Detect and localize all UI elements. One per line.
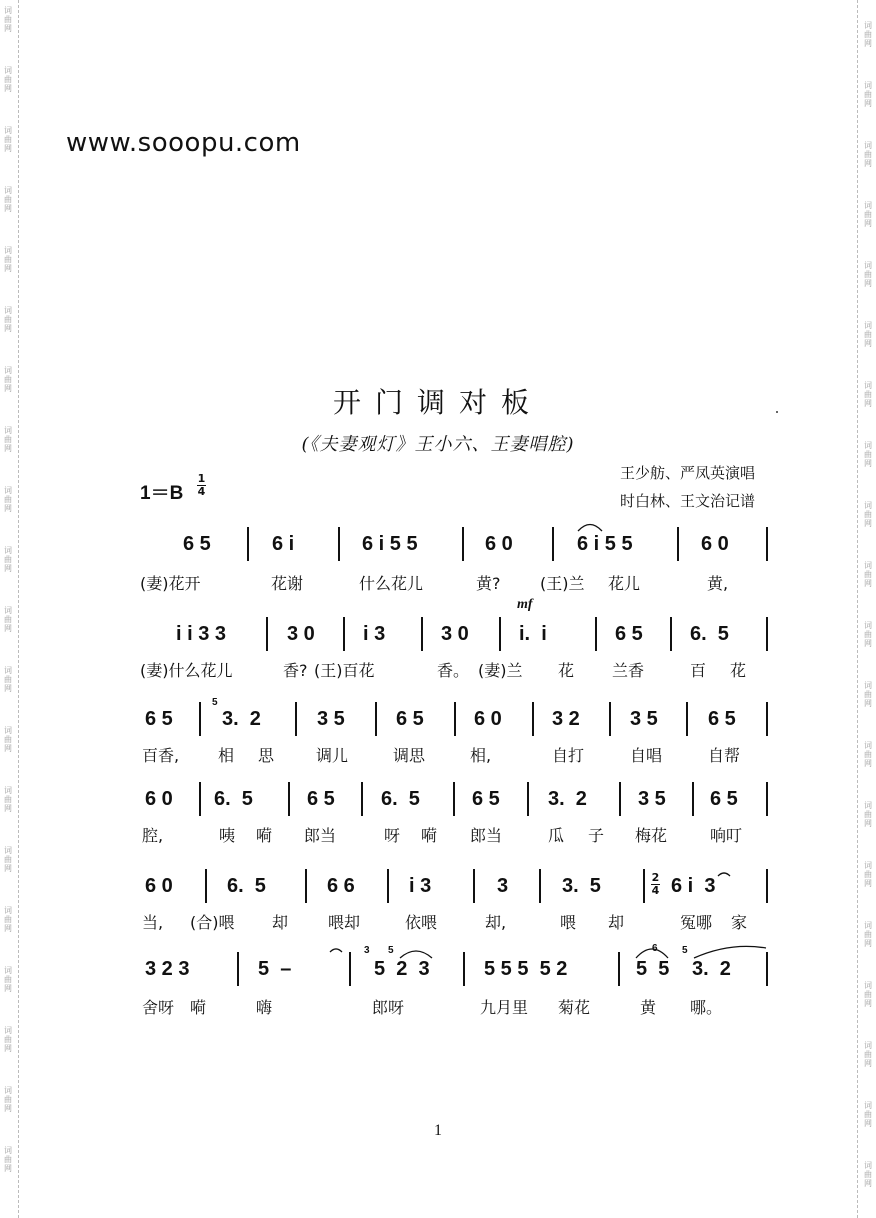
lyric: 自打 — [552, 746, 585, 765]
grace-note: 5 — [682, 945, 688, 956]
measure-notes: 6 0 — [474, 708, 502, 730]
watermark-text: 词 曲 网 — [864, 501, 872, 528]
watermark-text: 词 曲 网 — [4, 246, 12, 273]
lyric: 黄 — [640, 998, 657, 1017]
lyric: 花儿 — [608, 574, 641, 593]
measure-notes: 6 i 3 — [671, 875, 716, 897]
lyric: (妻)兰 — [478, 661, 523, 680]
watermark-text: 词 曲 网 — [4, 126, 12, 153]
lyric: 相, — [470, 746, 492, 765]
subtitle: (《夫妻观灯》王小六、王妻唱腔) — [301, 434, 575, 455]
measure-notes: 6 5 — [145, 708, 173, 730]
lyric: 百 — [690, 661, 707, 680]
lyric: 依喂 — [405, 913, 438, 932]
lyric: (妻)花开 — [140, 574, 201, 593]
lyric: 黄, — [707, 574, 729, 593]
lyric: 什么花儿 — [359, 574, 424, 593]
watermark-text: 词 曲 网 — [4, 1026, 12, 1053]
measure-notes: 6. 5 — [381, 788, 420, 810]
watermark-text: 词 曲 网 — [864, 1161, 872, 1188]
measure-notes: 6. 5 — [690, 623, 729, 645]
lyric: 调儿 — [316, 746, 349, 765]
measure-notes: 6 5 — [307, 788, 335, 810]
measure-notes: 6 0 — [145, 788, 173, 810]
measure-notes: 6. 5 — [214, 788, 253, 810]
grace-note: 6 — [652, 943, 658, 954]
measure-notes: 3 2 3 — [145, 958, 190, 980]
watermark-text: 词 曲 网 — [864, 81, 872, 108]
lyric: 九月里 — [480, 998, 529, 1017]
measure-notes: 6 5 — [472, 788, 500, 810]
measure-notes: 6. 5 — [227, 875, 266, 897]
grace-note: 3 — [364, 945, 370, 956]
measure-notes: 6 i 5 5 — [362, 533, 418, 555]
watermark-text: 词 曲 网 — [864, 1101, 872, 1128]
page-title: 开门调对板 — [332, 386, 543, 419]
watermark-text: 词 曲 网 — [864, 921, 872, 948]
lyric: 兰香 — [612, 661, 645, 680]
measure-notes: 5 5 — [636, 958, 670, 980]
site-url: www.sooopu.com — [66, 128, 301, 158]
watermark-text: 词 曲 网 — [4, 906, 12, 933]
watermark-text: 词 曲 网 — [864, 381, 872, 408]
watermark-text: 词 曲 网 — [864, 441, 872, 468]
lyric: 香? — [283, 661, 308, 680]
lyric: 瓜 — [548, 826, 565, 845]
slur — [718, 873, 730, 876]
measure-notes: 6 i — [272, 533, 295, 555]
watermark-text: 词 曲 网 — [4, 66, 12, 93]
slur — [400, 951, 432, 958]
watermark-text: 词 曲 网 — [864, 321, 872, 348]
lyric: 郎当 — [470, 826, 503, 845]
measure-notes: 3 5 — [317, 708, 345, 730]
dynamic-marking: mf — [517, 597, 533, 612]
watermark-text: 词 曲 网 — [4, 546, 12, 573]
lyric: 响叮 — [710, 826, 743, 845]
time-signature: 1 4 — [197, 472, 206, 498]
lyric: 家 — [731, 913, 748, 932]
measure-notes: 3. 2 — [222, 708, 261, 730]
watermark-text: 词 曲 网 — [864, 561, 872, 588]
lyric: 当, — [142, 913, 164, 932]
lyric: 花 — [558, 661, 575, 680]
grace-note: 5 — [212, 697, 218, 708]
watermark-text: 词 曲 网 — [4, 306, 12, 333]
watermark-text: 词 曲 网 — [864, 861, 872, 888]
lyric: 舍呀 — [142, 998, 175, 1017]
watermark-text: 词 曲 网 — [864, 261, 872, 288]
lyric: 菊花 — [558, 998, 591, 1017]
lyric: 呀 — [384, 826, 401, 845]
watermark-text: 词 曲 网 — [864, 681, 872, 708]
page-number: 1 — [434, 1122, 442, 1139]
slur — [694, 946, 766, 958]
lyric: (合)喂 — [190, 913, 235, 932]
lyric: 百香, — [142, 746, 180, 765]
measure-notes: 6 i 5 5 — [577, 533, 633, 555]
measure-notes: 3. 2 — [692, 958, 731, 980]
lyric: 郎当 — [304, 826, 337, 845]
lyric: 子 — [588, 826, 605, 845]
watermark-text: 词 曲 网 — [4, 726, 12, 753]
lyric: 嗬 — [256, 826, 273, 845]
measure-notes: 6 6 — [327, 875, 355, 897]
lyric: 腔, — [142, 826, 164, 845]
lyric: 冤哪 — [680, 913, 713, 932]
watermark-text: 词 曲 网 — [864, 141, 872, 168]
lyric: 却, — [485, 913, 507, 932]
measure-notes: 3 0 — [287, 623, 315, 645]
lyric: 自帮 — [708, 746, 741, 765]
lyric: 思 — [258, 746, 275, 765]
measure-notes: 6 5 — [710, 788, 738, 810]
measure-notes: 6 0 — [701, 533, 729, 555]
slur — [578, 525, 602, 532]
grace-note: 5 — [388, 945, 394, 956]
measure-notes: 6 5 — [183, 533, 211, 555]
notation-credit: 时白林、王文治记谱 — [620, 492, 756, 510]
lyric: (王)兰 — [540, 574, 585, 593]
lyric: 喂却 — [328, 913, 361, 932]
lyric: 花 — [730, 661, 747, 680]
lyric: 却 — [272, 913, 289, 932]
measure-notes: 6 0 — [485, 533, 513, 555]
watermark-text: 词 曲 网 — [4, 1146, 12, 1173]
slur — [636, 949, 668, 958]
lyric: 嗬 — [190, 998, 207, 1017]
lyric: 梅花 — [635, 826, 668, 845]
watermark-text: 词 曲 网 — [4, 966, 12, 993]
watermark-text: 词 曲 网 — [4, 1086, 12, 1113]
lyric: 郎呀 — [372, 998, 405, 1017]
measure-notes: 6 5 — [708, 708, 736, 730]
time-change: 2 4 — [651, 871, 660, 897]
measure-notes: 5 5 5 5 2 — [484, 958, 568, 980]
measure-notes: 3. 5 — [562, 875, 601, 897]
measure-notes: i 3 — [409, 875, 432, 897]
watermark-text: 词 曲 网 — [864, 1041, 872, 1068]
measure-notes: 6 0 — [145, 875, 173, 897]
measure-notes: 6 5 — [396, 708, 424, 730]
watermark-text: 词 曲 网 — [4, 486, 12, 513]
measure-notes: 3 5 — [638, 788, 666, 810]
watermark-text: 词 曲 网 — [864, 201, 872, 228]
watermark-text: 词 曲 网 — [4, 366, 12, 393]
measure-notes: 3 5 — [630, 708, 658, 730]
lyric: 嗨 — [256, 998, 273, 1017]
watermark-text: 词 曲 网 — [864, 981, 872, 1008]
lyric: 自唱 — [630, 746, 663, 765]
slur — [330, 949, 342, 952]
watermark-text: 词 曲 网 — [4, 6, 12, 33]
performers-credit: 王少舫、严凤英演唱 — [620, 464, 756, 482]
watermark-text: 词 曲 网 — [864, 801, 872, 828]
lyric: (王)百花 — [314, 661, 375, 680]
measure-notes: i. i — [519, 623, 547, 645]
watermark-text: 词 曲 网 — [4, 606, 12, 633]
watermark-text: 词 曲 网 — [4, 426, 12, 453]
lyric: (妻)什么花儿 — [140, 661, 233, 680]
watermark-text: 词 曲 网 — [4, 666, 12, 693]
measure-notes: 5 2 3 — [374, 958, 430, 980]
watermark-text: 词 曲 网 — [4, 186, 12, 213]
measure-notes: i i 3 3 — [176, 623, 227, 645]
measure-notes: i 3 — [363, 623, 386, 645]
watermark-text: 词 曲 网 — [864, 741, 872, 768]
lyric: 嗬 — [421, 826, 438, 845]
lyric: 相 — [218, 746, 235, 765]
lyric: 黄? — [476, 574, 501, 593]
lyric: 香。 — [437, 661, 470, 680]
watermark-text: 词 曲 网 — [4, 846, 12, 873]
lyric: 花谢 — [271, 574, 304, 593]
watermark-text: 词 曲 网 — [864, 21, 872, 48]
lyric: 咦 — [219, 826, 236, 845]
key-signature: 1＝B — [140, 483, 184, 504]
lyric: 喂 — [560, 913, 577, 932]
measure-notes: 3. 2 — [548, 788, 587, 810]
watermark-text: 词 曲 网 — [4, 786, 12, 813]
measure-notes: 3 2 — [552, 708, 580, 730]
measure-notes: 3 0 — [441, 623, 469, 645]
lyric: 却 — [608, 913, 625, 932]
watermark-text: 词 曲 网 — [864, 621, 872, 648]
lyric: 调思 — [393, 746, 426, 765]
measure-notes: 3 — [497, 875, 509, 897]
measure-notes: 6 5 — [615, 623, 643, 645]
measure-notes: 5 – — [258, 958, 292, 980]
stray-mark — [776, 411, 778, 413]
lyric: 哪。 — [690, 998, 723, 1017]
